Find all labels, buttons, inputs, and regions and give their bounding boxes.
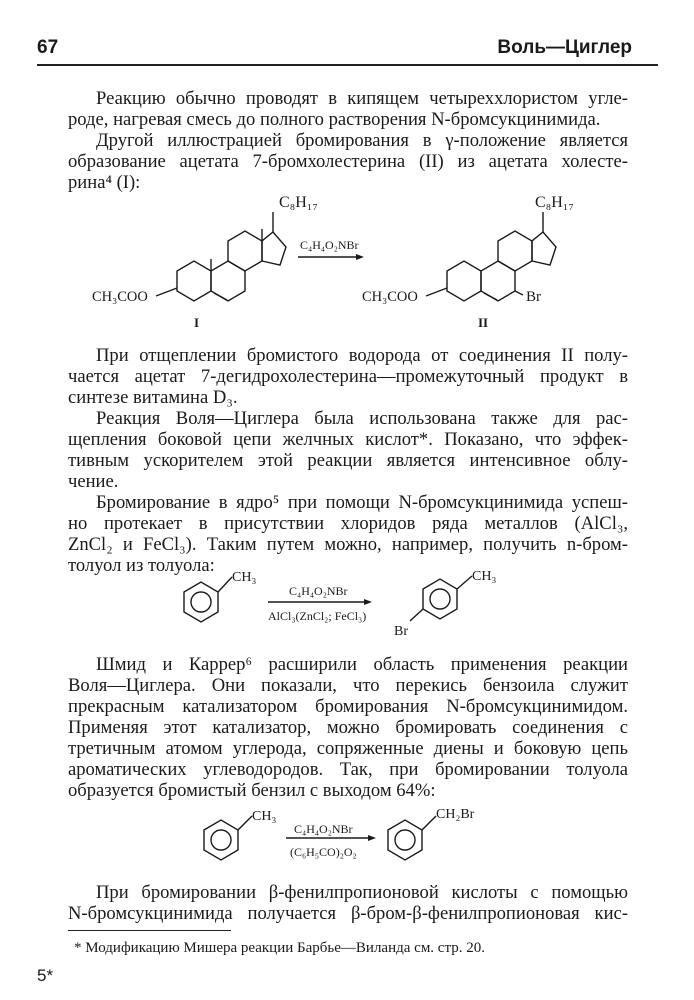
product-group-label: CH₂Br: [436, 807, 475, 822]
product-side-chain-label: C₈H₁₇: [535, 194, 574, 211]
text-line: При бромировании β-фенилпропионовой кислоты с помощью: [96, 882, 628, 903]
text-line: чается ацетат 7-дегидрохолестерина—промежуточный продукт в: [68, 366, 628, 387]
toluene-structure: [184, 577, 232, 622]
text-line: синтезе витамина D₃.: [68, 387, 238, 408]
running-title: Воль—Циглер: [497, 37, 632, 58]
footnote-rule: [68, 930, 231, 931]
text-line: прекрасным катализатором бромирования N-бромсукцинимидом.: [68, 696, 628, 717]
text-line: Воля—Циглера. Они показали, что перекись бензоила служит: [68, 675, 628, 696]
cholesterol-acetate-structure: [177, 212, 286, 301]
text-line: чение.: [68, 471, 119, 492]
text-line: но протекает в присутствии хлоридов ряда металлов (AlCl₃,: [68, 513, 628, 534]
reagent-label: C₄H₄O₂NBr: [294, 822, 353, 836]
text-line: роде, нагревая смесь до полного растворения N-бромсукцинимида.: [68, 109, 601, 130]
page-number: 67: [37, 37, 59, 58]
text-line: Реакция Воля—Циглера была использована также для рас-: [96, 408, 628, 429]
methyl-label: CH₃: [252, 809, 277, 824]
text-line: Бромирование в ядро⁵ при помощи N-бромсукцинимида успеш-: [96, 492, 628, 513]
bromo-label: Br: [394, 624, 408, 639]
text-line: образование ацетата 7-бромхолестерина (II) из ацетата холесте-: [68, 151, 628, 172]
product-acetate-label: CH₃COO: [362, 289, 418, 305]
compound-label-i: I: [194, 315, 200, 330]
text-line: Реакцию обычно проводят в кипящем четыреххлористом угле-: [96, 88, 628, 109]
reagent-label: C₄H₄O₂NBr: [300, 238, 359, 252]
header-rule: [37, 64, 658, 66]
text-line: тивным ускорителем этой реакции является интенсивное облу-: [68, 450, 628, 471]
text-line: При отщеплении бромистого водорода от соединения II полу-: [96, 345, 628, 366]
bromocholesterol-acetate-structure: [447, 212, 556, 301]
reagent-label: C₄H₄O₂NBr: [289, 584, 348, 598]
text-line: ZnCl₂ и FeCl₃). Таким путем можно, например, получить n-бром-: [68, 534, 628, 555]
p-bromotoluene-structure: [410, 576, 472, 621]
text-line: рина⁴ (I):: [68, 172, 141, 193]
text-line: щепления боковой цепи желчных кислот*. Показано, что эффек-: [68, 429, 628, 450]
text-line: Шмид и Каррер⁶ расширили область применения реакции: [96, 654, 628, 675]
acetate-label: CH₃COO: [92, 289, 148, 305]
methyl-label: CH₃: [232, 570, 257, 585]
product-methyl-label: CH₃: [472, 569, 497, 584]
text-line: N-бромсукцинимида получается β-бром-β-фенилпропионовая кис-: [68, 903, 628, 924]
toluene-bromination-scheme: [170, 565, 530, 640]
footnote: * Модификацию Мишера реакции Барбье—Виланда см. стр. 20.: [74, 940, 485, 956]
text-line: Применяя этот катализатор, можно бромировать соединения с: [68, 717, 628, 738]
toluene-structure: [204, 816, 252, 860]
text-line: образуется бромистый бензил с выходом 64%:: [68, 780, 436, 801]
benzyl-bromide-scheme: [190, 800, 510, 872]
benzyl-bromide-structure: [388, 816, 436, 860]
catalyst-label: AlCl₃(ZnCl₂; FeCl₃): [268, 609, 367, 623]
text-line: толуол из толуола:: [68, 555, 215, 576]
text-line: третичным атомом углерода, сопряженные диены и боковую цепь: [68, 738, 628, 759]
catalyst-label: (C₆H₅CO)₂O₂: [290, 845, 357, 859]
side-chain-label: C₈H₁₇: [279, 194, 318, 211]
bromo-label: Br: [526, 289, 541, 305]
steroid-reaction-scheme: [90, 185, 574, 335]
text-line: ароматических углеводородов. Так, при бромировании толуола: [68, 759, 628, 780]
text-line: Другой иллюстрацией бромирования в γ-положение является: [96, 130, 628, 151]
compound-label-ii: II: [478, 315, 489, 330]
signature-mark: 5*: [37, 966, 54, 985]
